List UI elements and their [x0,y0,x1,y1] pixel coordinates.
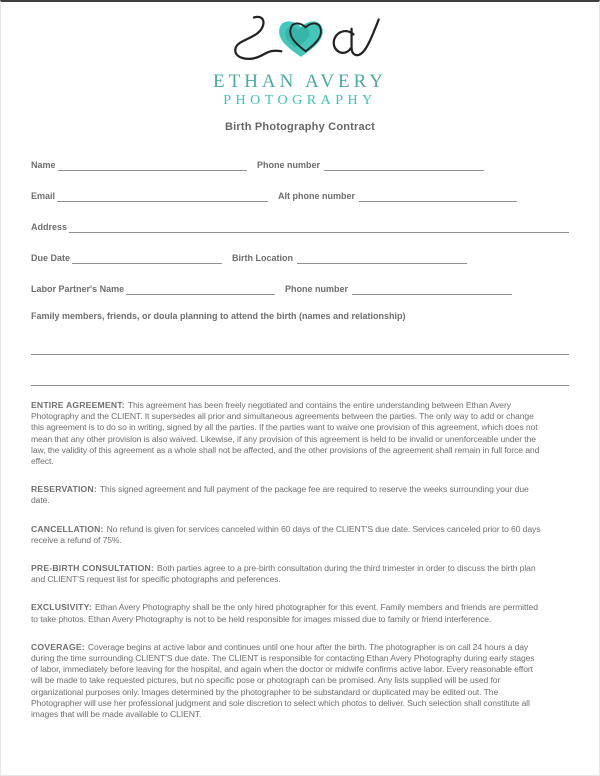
form-row-email-altphone [31,171,542,202]
clause-body: Ethan Avery Photography shall be the only hired photographer for this event. Family members and friends are permitted to take photos. Ethan Avery Photography is not to be held responsible for images missed due to family or friend interference. [31,602,538,624]
clause-body: This signed agreement and full payment of the package fee are required to reserve the weeks surrounding your due date. [31,484,529,506]
alt-phone-field-line [359,190,517,202]
clause-cancellation [31,524,542,546]
form-row-address [31,202,542,233]
doc-title: Birth Photography Contract [224,121,376,133]
clause-heading: COVERAGE: [31,641,85,652]
phone2-label: Phone number [284,284,348,294]
clause-heading: RESERVATION: [31,484,97,495]
clause-heading: CANCELLATION: [31,523,104,534]
attendees-blank-line-2 [31,355,569,386]
form-row-name-phone [31,140,542,171]
attendees-note: Family members, friends, or doula planning to attend the birth (names and relationship) [31,311,406,321]
brand-name: ETHAN AVERY [212,71,388,92]
contact-form [31,140,542,386]
clause-coverage [31,642,542,720]
brand-subtitle: PHOTOGRAPHY [223,93,377,108]
clause-prebirth-consultation [31,563,542,585]
logo-heart-monogram-icon [205,10,395,70]
labor-partner-label: Labor Partner's Name [31,284,125,294]
clause-body: This agreement has been freely negotiated and contains the entire understanding between Ethan Avery Photography and the CLIENT. It supersedes all prior and simultaneous agreements between the parties. The only way to add or change this agreement is to do so in writing, signed by all the parties. If the parties want to waive one provision of this agreement, which does not mean that any other provision is also waived. Likewise, if any provision of this agreement is held to be invalid or unenforceable under the law, the validity of this agreement as a whole shall not be affected, and the other provisions of the agreement shall remain in full force and effect. [31,400,540,467]
clause-reservation [31,484,542,506]
clause-heading: PRE-BIRTH CONSULTATION: [31,563,154,574]
due-date-field-line [72,252,222,264]
form-row-partner-phone [31,264,542,295]
clause-heading: ENTIRE AGREEMENT: [31,400,125,410]
due-date-label: Due Date [31,253,71,263]
alt-phone-label: Alt phone number [278,191,355,201]
attendees-note-row [31,295,542,321]
email-field-line [57,190,268,202]
clause-entire-agreement [31,400,542,467]
email-label: Email [31,191,56,201]
labor-partner-field-line [126,283,275,295]
phone-label: Phone number [256,160,320,170]
clause-heading: EXCLUSIVITY: [31,602,92,613]
clause-exclusivity [31,602,542,624]
phone-field-line [324,159,484,171]
clause-body: No refund is given for services canceled within 60 days of the CLIENT'S due date. Services canceled prior to 60 days receive a refund of 75%. [31,523,541,545]
birth-location-field-line [297,252,467,264]
phone2-field-line [352,283,512,295]
address-label: Address [31,222,68,232]
form-row-duedate-location [31,233,542,264]
birth-location-label: Birth Location [232,253,294,263]
header [1,2,599,134]
clause-body: Both parties agree to a pre-birth consultation during the third trimester in order to discuss the birth plan and CLIENT'S request list for specific photographs and peferences. [31,563,536,585]
contract-clauses [31,400,542,720]
attendees-blank-line-1 [31,321,569,355]
clause-body: Coverage begins at active labor and continues until one hour after the birth. The photographer is on call 24 hours a day during the time surrounding CLIENT'S due date. The CLIENT is responsible for contacting Ethan Avery Photography during early stages of labor, immediately before leaving for the hospital, and again when the doctor or midwife confirms active labor. Every reasonable effort will be made to take requested pictures, but no specific pose or photograph can be promised. Any lists supplied will be used for organizational purposes only. Images determined by the photographer to be substandard or duplicated may be edited out. The Photographer will use her professional judgment and sole discretion to select which photos to deliver. Such selection shall constitute all images that will be made available to CLIENT. [31,641,535,720]
name-field-line [58,159,247,171]
address-field-line [69,221,569,233]
name-label: Name [31,160,56,170]
